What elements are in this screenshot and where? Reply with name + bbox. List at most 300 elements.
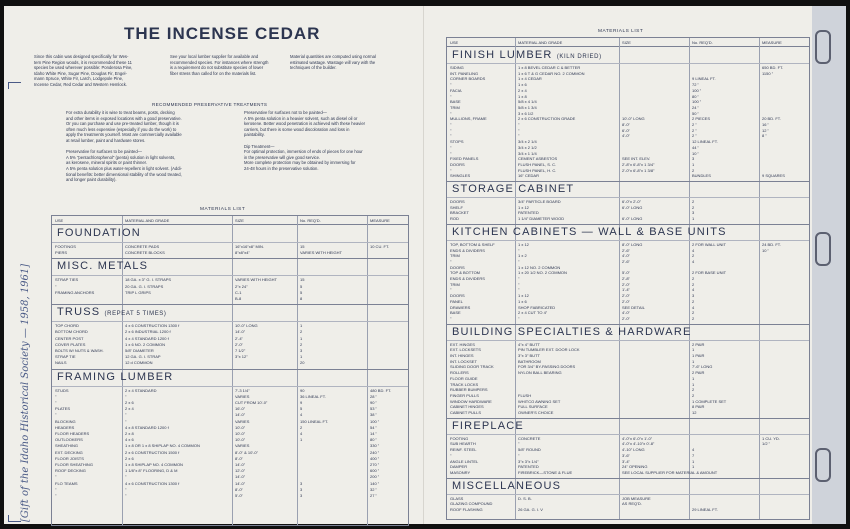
table-cell: FIREBRICK—STONE & FLUE <box>518 469 573 475</box>
table-cell: 7'-6" LONG <box>692 364 713 370</box>
table-cell: 24" OPENING <box>622 464 648 470</box>
table-cell: 3'-4" <box>622 458 630 464</box>
table-cell: WHITCO AWNING SET <box>518 398 561 404</box>
right-page <box>424 6 812 524</box>
treatment-line: A 5% "pentachlorophenol" (penta) solution in light solvents, <box>66 154 176 160</box>
treatment-line: and other items in exposed locations with a good preservative. <box>66 115 182 121</box>
table-cell: 15 <box>300 244 305 249</box>
table-cell: 2'-8" <box>622 276 630 281</box>
table-cell: " <box>450 258 452 264</box>
section-rule <box>447 340 809 341</box>
treatments-left <box>66 110 182 183</box>
table-cell: 3'-6" <box>622 452 630 458</box>
table-cell: 5/8 x 4 1/4 <box>518 99 537 105</box>
treatment-line: and longer paint durability). <box>66 177 117 183</box>
table-cell: 2 x 6 CONSTRUCTION GRADE <box>518 116 576 122</box>
table-row <box>52 342 408 348</box>
section-rule <box>52 321 408 322</box>
table-cell: 14'-0" <box>235 480 246 486</box>
table-row <box>52 354 408 360</box>
column-header: USE <box>55 218 64 223</box>
table-cell: 3 <box>300 493 303 498</box>
table-cell: 240 " <box>370 449 380 455</box>
table-cell: 4"x 4" BUTT <box>518 341 540 347</box>
table-cell: CORNER BOARDS <box>450 76 486 82</box>
table-cell: EXT. HINGES <box>450 341 475 347</box>
table-cell: 24 BD. FT. <box>762 241 781 247</box>
table-cell: TOP CHORD <box>55 323 79 329</box>
table-cell: " <box>518 122 520 127</box>
table-cell: 90 <box>300 387 305 393</box>
table-cell: 14'-0" <box>235 462 246 467</box>
table-cell: CEMENT ASBESTOS <box>518 156 558 162</box>
table-cell: 29 LINEAL FT. <box>692 507 718 512</box>
table-cell: 9 <box>300 400 303 405</box>
handwritten-note-text: [Gift of the Idaho Historical Society — 1958, 1961] <box>20 263 31 522</box>
table-cell: STRAP TIE <box>55 354 76 360</box>
table-cell: 2 " <box>692 133 697 139</box>
treatments-title: RECOMMENDED PRESERVATIVE TREATMENTS <box>152 102 268 107</box>
treatment-line: carriers, but there is some wood discoloration and loss in <box>244 126 350 132</box>
table-cell: FINGER PULLS <box>450 392 479 398</box>
table-cell: EXT. LOCKSETS <box>450 347 481 353</box>
table-cell: OUTLOOKERS <box>55 437 83 443</box>
table-cell: VARIES WITH HEIGHT <box>235 277 277 283</box>
treatment-line: often much less expensive (especially if you do the work) to <box>66 126 177 132</box>
table-cell: 270 " <box>370 462 380 467</box>
table-cell: 90 " <box>370 400 377 405</box>
table-cell: C-1 <box>235 289 242 295</box>
table-cell: 1/2 " <box>762 441 771 447</box>
table-cell: 1'-4" <box>622 287 630 293</box>
table-cell: 10'-0" <box>235 431 246 436</box>
table-cell: 8'-0" <box>235 455 243 461</box>
table-cell: 26 GA. G. I. V <box>518 507 543 512</box>
table-cell: FRAMING ANCHORS <box>55 289 95 295</box>
table-cell: 1 <box>300 335 303 341</box>
table-cell: 10 " <box>692 150 699 156</box>
table-cell: FLOOR HEADERS <box>55 431 90 436</box>
table-cell: DAMPER <box>450 464 468 470</box>
table-cell: 6'-0" <box>622 127 630 133</box>
table-cell: 14'-0" <box>235 412 246 418</box>
table-cell: 18 GA. x 3" G. I. STRAPS <box>125 277 172 283</box>
column-header: SIZE <box>622 40 631 45</box>
table-cell: WINDOW HARDWARE <box>450 398 492 404</box>
table-cell: 3"x 12" <box>235 354 248 360</box>
treatment-line: Preservative for surfaces to be painted— <box>66 149 142 155</box>
table-cell: FLOOR SHEATHING <box>55 462 93 467</box>
table-cell: " <box>125 474 127 480</box>
table-cell: 80 " <box>692 93 699 99</box>
table-cell: TRIP L GRIPS <box>125 289 151 295</box>
table-cell: 2 x 4 STANDARD <box>125 387 157 393</box>
table-cell: TRACK LOCKS <box>450 381 479 387</box>
table-cell: " <box>55 493 57 498</box>
table-cell: 2'-0" <box>622 315 630 321</box>
table-cell: 6'-0"x 2'-0" <box>622 199 642 204</box>
table-row <box>52 388 408 394</box>
table-cell: 2 " <box>692 122 697 127</box>
table-cell: 2 PAIR <box>692 370 705 376</box>
column-header: MEASURE <box>370 218 390 223</box>
table-row <box>52 425 408 431</box>
table-cell: CABINET PULLS <box>450 410 482 415</box>
table-cell: 14'-0" <box>235 329 246 335</box>
right-list-title: MATERIALS LIST <box>598 29 644 34</box>
table-cell: 150 LINEAL FT. <box>300 418 329 424</box>
table-cell: 12 d COMMON <box>125 360 153 366</box>
table-cell: 2 <box>692 276 695 281</box>
table-cell: 1 <box>692 347 695 353</box>
table-cell: " <box>55 474 57 480</box>
table-cell: SEE LOCAL SUPPLIER FOR MATERIAL & AMOUNT <box>622 469 718 475</box>
table-cell: 1 x 8 <box>518 93 527 99</box>
table-cell: 32 " <box>370 486 377 492</box>
treatment-line: More complete protection may be obtained by immersing for <box>244 160 356 166</box>
table-row <box>52 277 408 283</box>
table-cell: PATENTED <box>518 210 539 216</box>
table-cell: ROOF DECKING <box>55 468 86 474</box>
table-cell: " <box>450 452 452 458</box>
table-cell: 1 <box>692 458 695 464</box>
section-heading: MISC. METALS <box>57 260 149 273</box>
table-cell: HEADERS <box>55 424 75 430</box>
table-row <box>52 348 408 354</box>
table-cell: 1 1/4" DIAMETER WOOD <box>518 216 565 222</box>
left-page <box>4 6 424 524</box>
binder-clip <box>815 30 831 64</box>
table-cell: " <box>450 127 452 133</box>
table-cell: 2 <box>692 167 695 173</box>
table-cell: 600 " <box>370 468 380 474</box>
table-cell: 4'-10" LONG <box>622 447 645 453</box>
table-cell: 2 <box>692 310 695 316</box>
table-cell: 650 BD. FT. <box>762 65 784 70</box>
table-cell: 16 " <box>762 122 769 127</box>
section-rule <box>52 386 408 387</box>
table-cell: 2 PIECES <box>692 116 711 122</box>
table-cell: 5 <box>300 283 303 289</box>
table-cell: CUT FROM 10'-0" <box>235 400 268 405</box>
table-cell: 8"x8"x4" <box>235 250 250 256</box>
table-row <box>52 290 408 296</box>
table-cell: 3/4 x 1 1/4 <box>518 150 537 156</box>
treatment-line: For optimal protection, immersion of ends of pieces for one hour <box>244 149 363 155</box>
table-cell: 2 <box>692 298 695 304</box>
table-cell: 1 x 8 OR 1 x 8 SHIPLAP NO. 4 COMMON <box>125 443 200 449</box>
table-cell: 2'-4" <box>235 335 243 341</box>
table-cell: GLASS <box>450 495 464 501</box>
table-cell: RUBBER BUMPERS <box>450 387 488 393</box>
table-cell: 16"x16"x8" MIN. <box>235 244 264 249</box>
table-cell: 2 <box>692 315 695 321</box>
right-materials-table <box>446 37 810 520</box>
table-row <box>52 296 408 302</box>
table-cell: 1 x 20 1/2 NO. 2 COMMON <box>518 270 567 276</box>
table-cell: 28 " <box>370 393 377 399</box>
table-cell: 3 x 6 1/2 <box>518 110 534 116</box>
table-cell: OWNER'S CHOICE <box>518 410 554 415</box>
treatment-line: tional benefits: better dimensional stability of the wood treated, <box>66 171 182 177</box>
table-cell: " <box>125 493 127 498</box>
table-cell: 1 1/8"x 8" FLOORING, D & M <box>125 468 178 474</box>
table-cell: JOB MEASURE <box>622 495 651 501</box>
table-cell: FULL SURFACE <box>518 404 548 410</box>
table-cell: 3 <box>300 348 303 353</box>
table-cell: DOORS <box>450 199 465 204</box>
table-cell: 3 <box>692 156 695 162</box>
table-cell: MULLIONS, FRAME <box>450 116 487 122</box>
table-cell: TRIM <box>450 281 460 287</box>
table-cell: SHEATHING <box>55 443 79 449</box>
table-cell: 38 " <box>370 412 377 418</box>
table-cell: 10'-0" LONG <box>622 116 645 122</box>
table-cell: 54 " <box>370 424 377 430</box>
table-cell: FLUSH PANEL, H. C. <box>518 167 557 173</box>
table-cell: PLATES <box>55 406 71 412</box>
table-cell: 4 <box>692 287 695 293</box>
table-cell: 3"x 3"x 1/4" <box>518 458 539 464</box>
treatment-line: Preservative for surfaces not to be painted— <box>244 110 327 115</box>
table-cell: SUB HEARTH <box>450 441 476 447</box>
table-cell: 5 <box>300 289 303 295</box>
table-row <box>447 507 809 513</box>
table-cell: 140 " <box>370 480 380 486</box>
table-cell: PIERS <box>55 250 68 256</box>
table-cell: 2 <box>692 204 695 210</box>
table-cell: FOR 3/4" BY-PASSING DOORS <box>518 364 576 370</box>
treatment-line: 24-48 hours in the preservative solution. <box>244 165 319 171</box>
table-cell: 5/8 x 1 3/4 <box>518 104 537 110</box>
intro-line: Material quantities are computed using normal <box>290 54 376 59</box>
table-row <box>52 493 408 499</box>
table-cell: 2 <box>692 281 695 287</box>
table-cell: TOP & BOTTOM <box>450 270 481 276</box>
table-cell: INT. PANELING <box>450 70 479 76</box>
table-cell: " <box>450 315 452 321</box>
section-divider <box>447 324 809 325</box>
table-cell: " <box>450 150 452 156</box>
treatment-line: kerosene. Better wood penetration is achieved with these heavier <box>244 121 366 127</box>
table-cell: " <box>518 315 520 321</box>
table-cell: 9 SQUARES <box>762 173 785 179</box>
section-rule <box>447 63 809 64</box>
table-cell: " <box>518 133 520 139</box>
section-heading: KITCHEN CABINETS — WALL & BASE UNITS <box>452 225 727 238</box>
intro-col-3 <box>290 54 402 71</box>
table-cell: CABINET HINGES <box>450 404 484 410</box>
table-cell: 1 PAIR <box>692 353 705 358</box>
left-materials-table <box>51 215 409 526</box>
table-cell: 15 <box>300 277 305 283</box>
section-divider <box>447 224 809 225</box>
table-row <box>52 419 408 425</box>
table-cell: 3"x 3" BUTT <box>518 353 540 358</box>
table-cell: 330 " <box>370 443 380 449</box>
table-row <box>52 456 408 462</box>
table-row <box>447 410 809 416</box>
section-rule <box>447 434 809 435</box>
table-cell: 1 x 6 <box>518 298 527 304</box>
table-cell: 2 <box>300 341 303 347</box>
table-cell: CENTER POST <box>55 335 84 341</box>
table-cell: INT. HINGES <box>450 353 474 358</box>
table-cell: VARIES <box>235 443 250 449</box>
section-rule <box>447 240 809 241</box>
table-cell: " <box>450 287 452 293</box>
table-cell: 8 " <box>762 133 767 139</box>
table-cell: DOORS <box>450 161 465 167</box>
column-header-row <box>52 216 408 225</box>
table-cell: DOORS <box>450 264 465 270</box>
table-cell: SEE INT. ELEV. <box>622 156 651 162</box>
page-title: THE INCENSE CEDAR <box>124 24 321 43</box>
section-divider <box>52 304 408 305</box>
table-cell: 7 1/2" <box>235 348 246 353</box>
table-row <box>447 216 809 222</box>
table-cell: BLOCKING <box>55 418 76 424</box>
table-cell: " <box>450 144 452 150</box>
table-cell: 9 LINEAL FT. <box>692 76 716 82</box>
table-cell: 16'-0" <box>235 406 246 412</box>
table-row <box>52 431 408 437</box>
table-cell: FIXED PANELS <box>450 156 479 162</box>
table-row <box>52 412 408 418</box>
column-header: No. REQ'D. <box>692 40 713 45</box>
table-row <box>52 336 408 342</box>
handwritten-note <box>6 82 31 522</box>
table-cell: 1 x 8 BEVEL CEDAR C & BETTER <box>518 65 581 70</box>
table-cell: 50 " <box>692 110 699 116</box>
table-cell: TRIM <box>450 253 460 259</box>
table-cell: " <box>125 486 127 492</box>
table-cell: 100 " <box>370 418 380 424</box>
table-cell: 12 LINEAL FT. <box>692 139 718 145</box>
table-cell: 3 <box>300 480 303 486</box>
table-row <box>447 173 809 179</box>
table-cell: " <box>450 133 452 139</box>
section-rule <box>52 242 408 243</box>
table-cell: INT. LOCKSET <box>450 358 477 364</box>
table-cell: STRAP TIES <box>55 277 79 283</box>
column-header: No. REQ'D. <box>300 218 321 223</box>
table-cell: 4'-0"x 6'-0"x 1'-0" <box>622 435 653 441</box>
table-cell: 1 CU. YD. <box>762 435 780 441</box>
table-cell: VARIES <box>235 393 250 399</box>
intro-line: Since this cabin was designed specifically for Wes- <box>34 54 129 59</box>
table-cell: CONCRETE BLOCKS <box>125 250 165 256</box>
treatments-right <box>244 110 365 172</box>
table-cell: 2 x 4 <box>125 406 134 412</box>
section-heading: MISCELLANEOUS <box>452 479 562 492</box>
table-cell: 80 " <box>370 437 377 443</box>
treatment-line: at retail lumber, paint and hardware stores. <box>66 137 146 143</box>
section-heading: BUILDING SPECIALTIES & HARDWARE <box>452 325 692 338</box>
table-cell: " <box>450 167 452 173</box>
table-cell: 7'-3 1/4" <box>235 387 250 393</box>
table-cell: VARIES <box>235 418 250 424</box>
table-cell: 400 " <box>370 455 380 461</box>
table-cell: 2 x 4 <box>518 87 527 93</box>
table-cell: " <box>518 247 520 253</box>
section-rule <box>52 275 408 276</box>
table-cell: 6'-0" LONG <box>622 204 643 210</box>
table-cell: SEE DETAIL <box>622 304 645 310</box>
table-cell: 2 x 8 <box>125 431 134 436</box>
table-cell: 4'-0" <box>622 253 630 259</box>
table-cell: 2 <box>300 424 303 430</box>
table-row <box>52 474 408 480</box>
table-cell: 1 <box>300 437 303 443</box>
table-cell: 5'-0" <box>622 270 630 276</box>
table-row <box>52 244 408 250</box>
table-cell: ROD <box>450 216 459 222</box>
table-cell: 44 " <box>692 144 699 150</box>
table-cell: GLAZING COMPOUND <box>450 501 493 507</box>
table-cell: 4'-0" <box>622 133 630 139</box>
table-cell: 4 x 4 STANDARD 1200 f <box>125 335 169 341</box>
table-cell: STOPS <box>450 139 464 145</box>
table-cell: PIN TUMBLER EXT. DOOR LOCK <box>518 347 580 353</box>
table-cell: ROLLERS <box>450 370 469 376</box>
table-cell: DRAWERS <box>450 304 471 310</box>
table-cell: 5'-0" <box>235 493 243 498</box>
table-cell: 4 <box>692 258 695 264</box>
table-cell: 480 BD. FT. <box>370 387 392 393</box>
table-cell: " <box>55 486 57 492</box>
treatment-line: A 5% penta solution plus water-repellent in light solvent. (Addi- <box>66 165 182 171</box>
table-cell: 1 x 6 <box>518 82 527 88</box>
table-cell: COVER PLATES <box>55 341 86 347</box>
table-cell: " <box>125 393 127 399</box>
table-cell: ENDS & DIVIDERS <box>450 247 485 253</box>
table-cell: 1 x 2 <box>518 253 527 259</box>
table-cell: 2 <box>692 387 695 393</box>
table-cell: B-8 <box>235 296 242 301</box>
table-cell: 4 <box>300 412 303 418</box>
intro-line: mann Spruce, White Fir, Larch, Lodgepole Pine, <box>34 76 124 82</box>
table-cell: 72 " <box>692 82 699 88</box>
table-cell: 8'-0" & 10'-0" <box>235 449 259 455</box>
table-cell: 2 " <box>692 127 697 133</box>
table-cell: 1 <box>692 161 695 167</box>
table-cell: 8'-0" <box>622 122 630 127</box>
table-cell: 2 <box>692 253 695 259</box>
table-cell: 12 GA. G. I. STRAP <box>125 354 161 360</box>
table-cell: 16" CEDAR <box>518 173 539 179</box>
table-row <box>52 450 408 456</box>
table-cell: BOLTS W/ NUTS & WASH. <box>55 348 104 353</box>
table-cell: 2 <box>300 329 303 335</box>
table-cell: 1 <box>300 354 303 360</box>
table-cell: 8 <box>300 296 303 301</box>
section-heading: FOUNDATION <box>57 227 141 239</box>
table-cell: TOP, BOTTOM & SHELF <box>450 241 495 247</box>
intro-line: Idaho White Pine, Sugar Pine, Douglas Fir, Engel- <box>34 70 127 76</box>
table-cell: BUNDLES <box>692 173 711 179</box>
table-cell: 2'-0" <box>622 281 630 287</box>
table-cell: 1 COMPLETE SET <box>692 398 727 404</box>
binder-clip <box>815 448 831 482</box>
table-row <box>52 400 408 406</box>
table-cell: REINF. STEEL <box>450 447 477 453</box>
table-cell: " <box>518 287 520 293</box>
column-header: MEASURE <box>762 40 782 45</box>
treatment-line: Or you can purchase and use pre-treated lumber, though it is <box>66 121 179 127</box>
table-cell: AS REQ'D. <box>622 501 642 507</box>
table-cell: FACIA <box>450 87 462 93</box>
